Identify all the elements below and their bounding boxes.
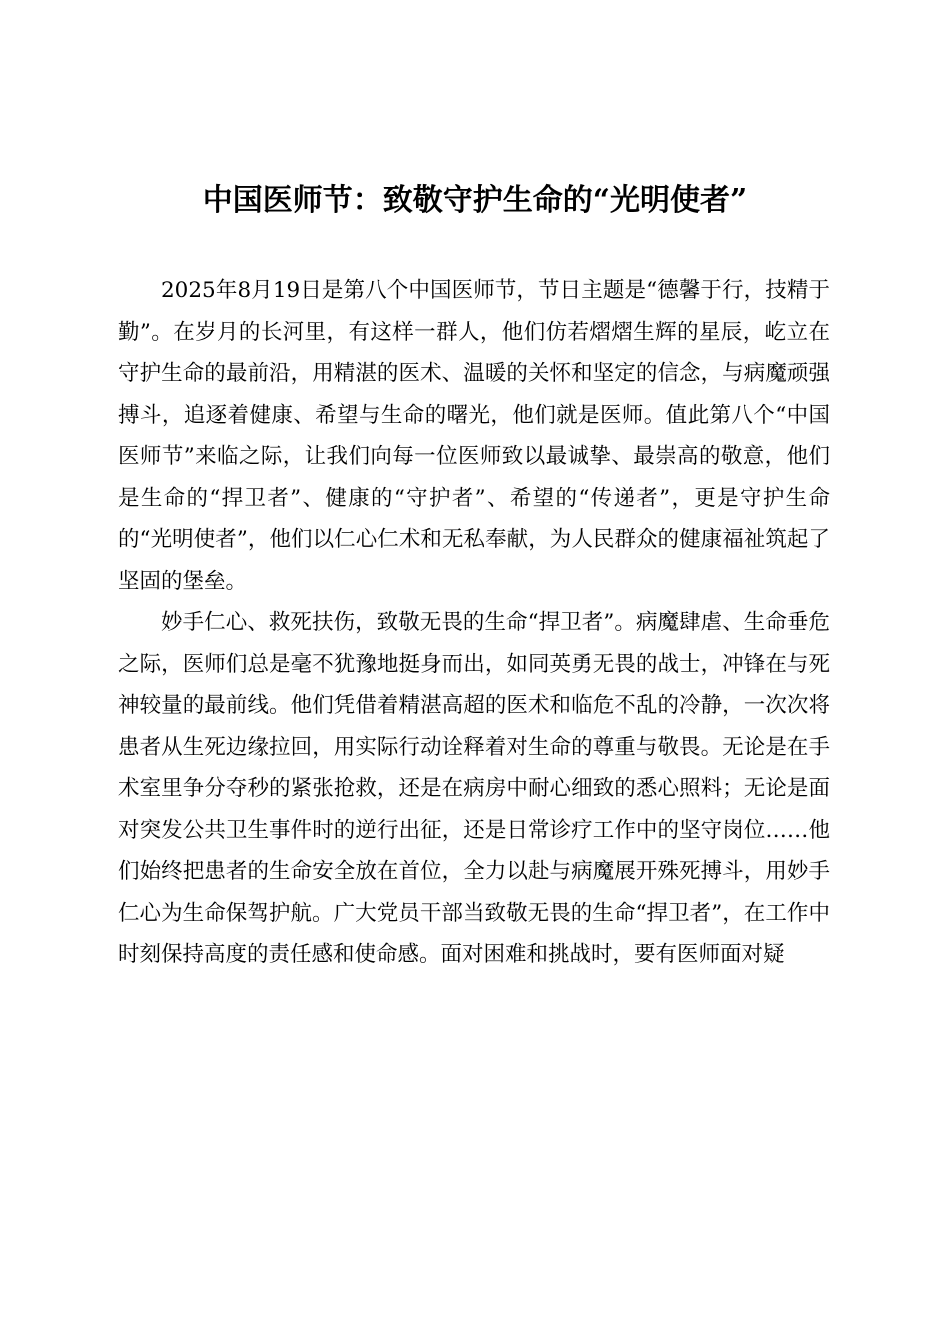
document-title: 中国医师节：致敬守护生命的“光明使者” (202, 183, 748, 218)
document-body (118, 270, 830, 976)
paragraph-intro: 2025年8月19日是第八个中国医师节，节日主题是“德馨于行，技精于勤”。在岁月的长河里，有这样一群人，他们仿若熠熠生辉的星辰，屹立在守护生命的最前沿，用精湛的医术、温暖的关怀和坚定的信念，与病魔顽强搏斗，追逐着健康、希望与生命的曙光，他们就是医师。值此第八个“中国医师节”来临之际，让我们向每一位医师致以最诚挚、最崇高的敬意，他们是生命的“捍卫者”、健康的“守护者”、希望的“传递者”，更是守护生命的“光明使者”，他们以仁心仁术和无私奉献，为人民群众的健康福祉筑起了坚固的堡垒。 (118, 278, 830, 594)
paragraph-guardian: 妙手仁心、救死扶伤，致敬无畏的生命“捍卫者”。病魔肆虐、生命垂危之际，医师们总是毫不犹豫地挺身而出，如同英勇无畏的战士，冲锋在与死神较量的最前线。他们凭借着精湛高超的医术和临危不乱的冷静，一次次将患者从生死边缘拉回，用实际行动诠释着对生命的尊重与敬畏。无论是在手术室里争分夺秒的紧张抢救，还是在病房中耐心细致的悉心照料；无论是面对突发公共卫生事件时的逆行出征，还是日常诊疗工作中的坚守岗位……他们始终把患者的生命安全放在首位，全力以赴与病魔展开殊死搏斗，用妙手仁心为生命保驾护航。广大党员干部当致敬无畏的生命“捍卫者”，在工作中时刻保持高度的责任感和使命感。面对困难和挑战时，要有医师面对疑 (118, 610, 830, 967)
